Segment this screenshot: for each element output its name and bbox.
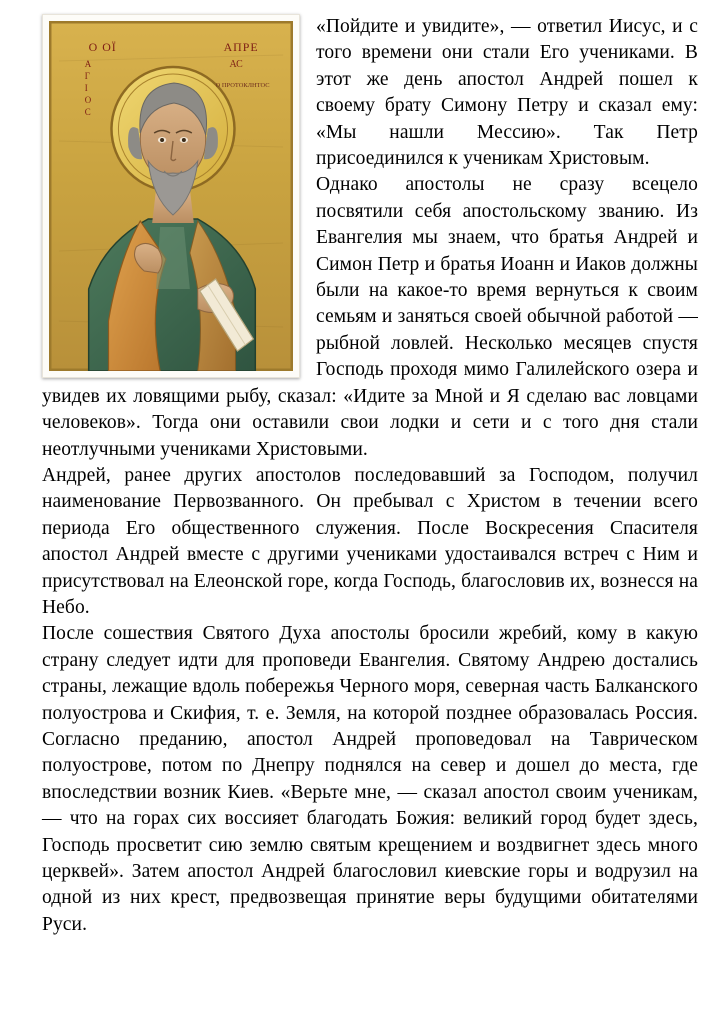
- svg-text:А: А: [84, 58, 92, 70]
- svg-text:О ПРОТОКЛНТОС: О ПРОТОКЛНТОС: [215, 81, 270, 90]
- paragraph-4: После сошествия Святого Духа апостолы бросили жребий, кому в какую страну следует идти для проповеди Евангелия. Святому Андрею достались страны, лежащие вдоль побережья Черного моря, северная часть Балканского полуострова и Скифия, т. е. Земля, на которой позднее образовалась Россия. Согласно преданию, апостол Андрей проповедовал на Таврическом полуострове, потом по Днепру поднялся на север и дошел до места, где впоследствии возник Киев. «Верьте мне, — сказал апостол своим ученикам, — что на горах сих воссияет благодать Божия: великий город будет здесь, Господь просветит сию землю святым крещением и воздвигнет здесь много церквей». Затем апостол Андрей благословил киевские горы и водрузил на одной из них крест, предвозвещая принятие веры будущими обитателями Руси.: [42, 623, 698, 935]
- paragraph-1: «Пойдите и увидите», — ответил Иисус, и с того времени они стали Его учениками. В этот же день апостол Андрей пошел к своему брату Симону Петру и сказал ему: «Мы нашли Мессию». Так Петр присоединился к ученикам Христовым.: [316, 16, 698, 170]
- icon-apostle-andrew-figure: [42, 14, 300, 378]
- svg-text:АПРЕ: АПРЕ: [223, 39, 259, 55]
- svg-text:Г: Г: [84, 70, 90, 82]
- svg-text:I: I: [84, 82, 88, 94]
- svg-text:АС: АС: [229, 58, 243, 71]
- svg-text:О ОЇ: О ОЇ: [88, 39, 117, 55]
- svg-text:С: С: [84, 106, 91, 118]
- paragraph-3: Андрей, ранее других апостолов последовавший за Господом, получил наименование Первозванного. Он пребывал с Христом в течении всего периода Его общественного служения. После Воскресения Спасителя апостол Андрей вместе с другими учениками удостаивался встреч с Ним и присутствовал на Елеонской горе, когда Господь, благословив их, вознесся на Небо.: [42, 464, 698, 618]
- paragraph-2: Однако апостолы не сразу всецело посвятили себя апостольскому званию. Из Евангелия мы знаем, что братья Андрей и Симон Петр и братья Иоанн и Иаков должны были на какое-то время вернуться к своим семьям и заняться своей обычной работой — рыбной ловлей. Несколько месяцев спустя Господь проходя мимо Галилейского озера и увидев их ловящими рыбу, сказал: «Идите за Мной и Я сделаю вас ловцами человеков». Тогда они оставили свои лодки и сети и с того дня стали неотлучными учениками Христовыми.: [42, 174, 698, 460]
- svg-text:О: О: [84, 94, 92, 106]
- icon-image-frame: [49, 21, 293, 371]
- icon-apostle-andrew: [49, 21, 293, 371]
